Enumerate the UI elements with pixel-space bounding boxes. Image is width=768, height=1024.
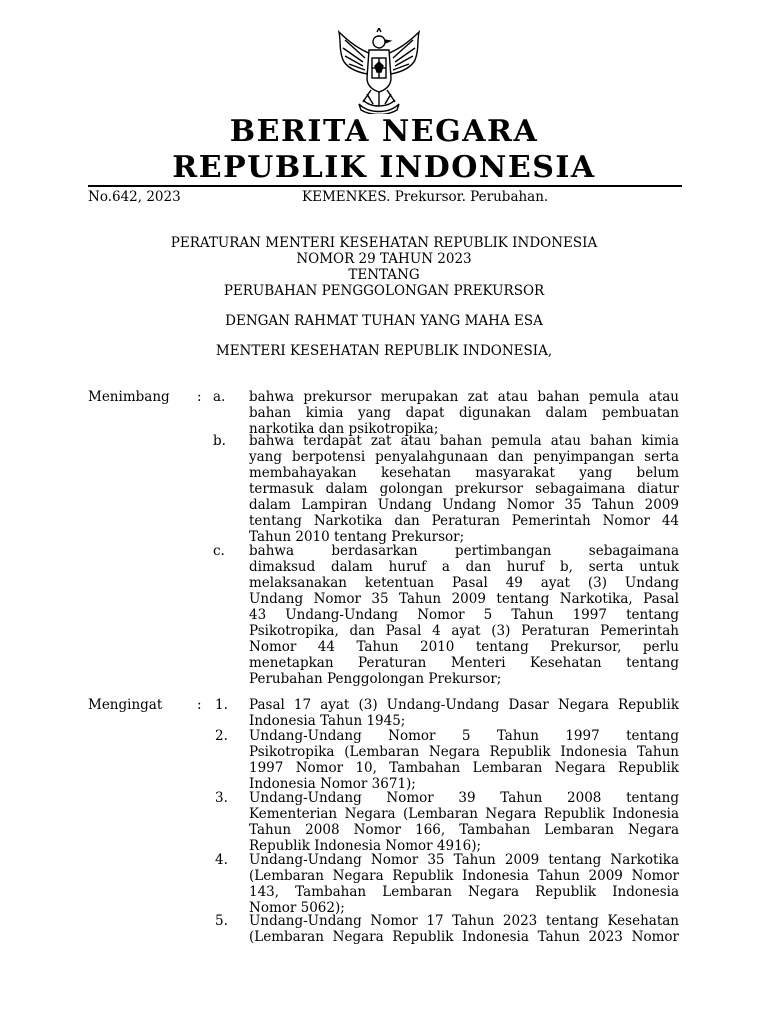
menimbang-label: Menimbang bbox=[88, 389, 170, 405]
text-line: Undang Nomor 35 Tahun 2009 tentang Narkotika, Pasal bbox=[249, 591, 679, 607]
text-line: membahayakan kesehatan masyarakat yang belum bbox=[249, 465, 679, 481]
mengingat-item-mark: 4. bbox=[215, 852, 228, 868]
text-line: Pasal 17 ayat (3) Undang-Undang Dasar Negara Republik bbox=[249, 697, 679, 713]
regulation-title-line: PERUBAHAN PENGGOLONGAN PREKURSOR bbox=[223, 283, 545, 299]
masthead-title-line2: REPUBLIK INDONESIA bbox=[172, 150, 596, 185]
text-line: Psikotropika, dan Pasal 4 ayat (3) Peraturan Pemerintah bbox=[249, 623, 679, 639]
menimbang-item-text bbox=[249, 433, 679, 545]
text-line: dalam Lampiran Undang Undang Nomor 35 Tahun 2009 bbox=[249, 497, 679, 513]
mengingat-item-mark: 3. bbox=[215, 790, 228, 806]
text-line: Indonesia Nomor 3671); bbox=[249, 776, 416, 792]
menimbang-item-mark: b. bbox=[213, 433, 226, 449]
menimbang-item-text bbox=[249, 389, 679, 437]
text-line: Republik Indonesia Nomor 4916); bbox=[249, 838, 482, 854]
text-line: Nomor 5062); bbox=[249, 900, 345, 916]
mengingat-colon: : bbox=[197, 697, 202, 713]
text-line: Tahun 2010 tentang Prekursor; bbox=[249, 529, 465, 545]
text-line: Undang-Undang Nomor 17 Tahun 2023 tentang Kesehatan bbox=[249, 913, 679, 929]
rahmat-statement: DENGAN RAHMAT TUHAN YANG MAHA ESA bbox=[225, 313, 543, 329]
text-line: (Lembaran Negara Republik Indonesia Tahun 2023 Nomor bbox=[249, 929, 679, 945]
masthead-divider bbox=[88, 185, 682, 187]
regulation-title-line: TENTANG bbox=[348, 267, 420, 283]
text-line: Tahun 2008 Nomor 166, Tambahan Lembaran Negara bbox=[249, 822, 679, 838]
text-line: Undang-Undang Nomor 39 Tahun 2008 tentang bbox=[249, 790, 679, 806]
text-line: tentang Narkotika dan Peraturan Pemerintah Nomor 44 bbox=[249, 513, 679, 529]
issue-subject: KEMENKES. Prekursor. Perubahan. bbox=[302, 189, 549, 205]
text-line: (Lembaran Negara Republik Indonesia Tahun 2009 Nomor bbox=[249, 868, 679, 884]
text-line: Perubahan Penggolongan Prekursor; bbox=[249, 671, 502, 687]
text-line: 143, Tambahan Lembaran Negara Republik Indonesia bbox=[249, 884, 679, 900]
menimbang-item-text bbox=[249, 543, 679, 687]
text-line: 43 Undang-Undang Nomor 5 Tahun 1997 tentang bbox=[249, 607, 679, 623]
regulation-title-line: NOMOR 29 TAHUN 2023 bbox=[296, 251, 472, 267]
issue-number: No.642, 2023 bbox=[88, 189, 181, 205]
text-line: melaksanakan ketentuan Pasal 49 ayat (3) Undang bbox=[249, 575, 679, 591]
regulation-title-line: PERATURAN MENTERI KESEHATAN REPUBLIK INDONESIA bbox=[170, 235, 598, 251]
masthead-title-line1: BERITA NEGARA bbox=[229, 114, 539, 149]
text-line: termasuk dalam golongan prekursor sebagaimana diatur bbox=[249, 481, 679, 497]
text-line: Nomor 44 Tahun 2010 tentang Prekursor, perlu bbox=[249, 639, 679, 655]
text-line: yang berpotensi penyalahgunaan dan penyimpangan serta bbox=[249, 449, 679, 465]
mengingat-label: Mengingat bbox=[88, 697, 163, 713]
mengingat-item-text bbox=[249, 697, 679, 729]
menimbang-item-mark: a. bbox=[213, 389, 226, 405]
text-line: menetapkan Peraturan Menteri Kesehatan tentang bbox=[249, 655, 679, 671]
menimbang-item-mark: c. bbox=[213, 543, 225, 559]
mengingat-item-mark: 1. bbox=[215, 697, 228, 713]
mengingat-item-text bbox=[249, 728, 679, 792]
text-line: Psikotropika (Lembaran Negara Republik Indonesia Tahun bbox=[249, 744, 679, 760]
text-line: Kementerian Negara (Lembaran Negara Republik Indonesia bbox=[249, 806, 679, 822]
mengingat-item-text bbox=[249, 852, 679, 916]
mengingat-item-text bbox=[249, 913, 679, 945]
text-line: narkotika dan psikotropika; bbox=[249, 421, 439, 437]
menimbang-colon: : bbox=[197, 389, 202, 405]
mengingat-item-mark: 2. bbox=[215, 728, 228, 744]
regulation-title bbox=[0, 235, 768, 299]
text-line: Undang-Undang Nomor 5 Tahun 1997 tentang bbox=[249, 728, 679, 744]
garuda-emblem-icon bbox=[333, 28, 425, 114]
text-line: bahan kimia yang dapat digunakan dalam pembuatan bbox=[249, 405, 679, 421]
minister-statement: MENTERI KESEHATAN REPUBLIK INDONESIA, bbox=[215, 343, 553, 359]
mengingat-item-text bbox=[249, 790, 679, 854]
text-line: Undang-Undang Nomor 35 Tahun 2009 tentang Narkotika bbox=[249, 852, 679, 868]
text-line: 1997 Nomor 10, Tambahan Lembaran Negara Republik bbox=[249, 760, 679, 776]
text-line: bahwa terdapat zat atau bahan pemula atau bahan kimia bbox=[249, 433, 679, 449]
text-line: dimaksud dalam huruf a dan huruf b, serta untuk bbox=[249, 559, 679, 575]
text-line: bahwa berdasarkan pertimbangan sebagaimana bbox=[249, 543, 679, 559]
mengingat-item-mark: 5. bbox=[215, 913, 228, 929]
text-line: bahwa prekursor merupakan zat atau bahan pemula atau bbox=[249, 389, 679, 405]
text-line: Indonesia Tahun 1945; bbox=[249, 713, 406, 729]
